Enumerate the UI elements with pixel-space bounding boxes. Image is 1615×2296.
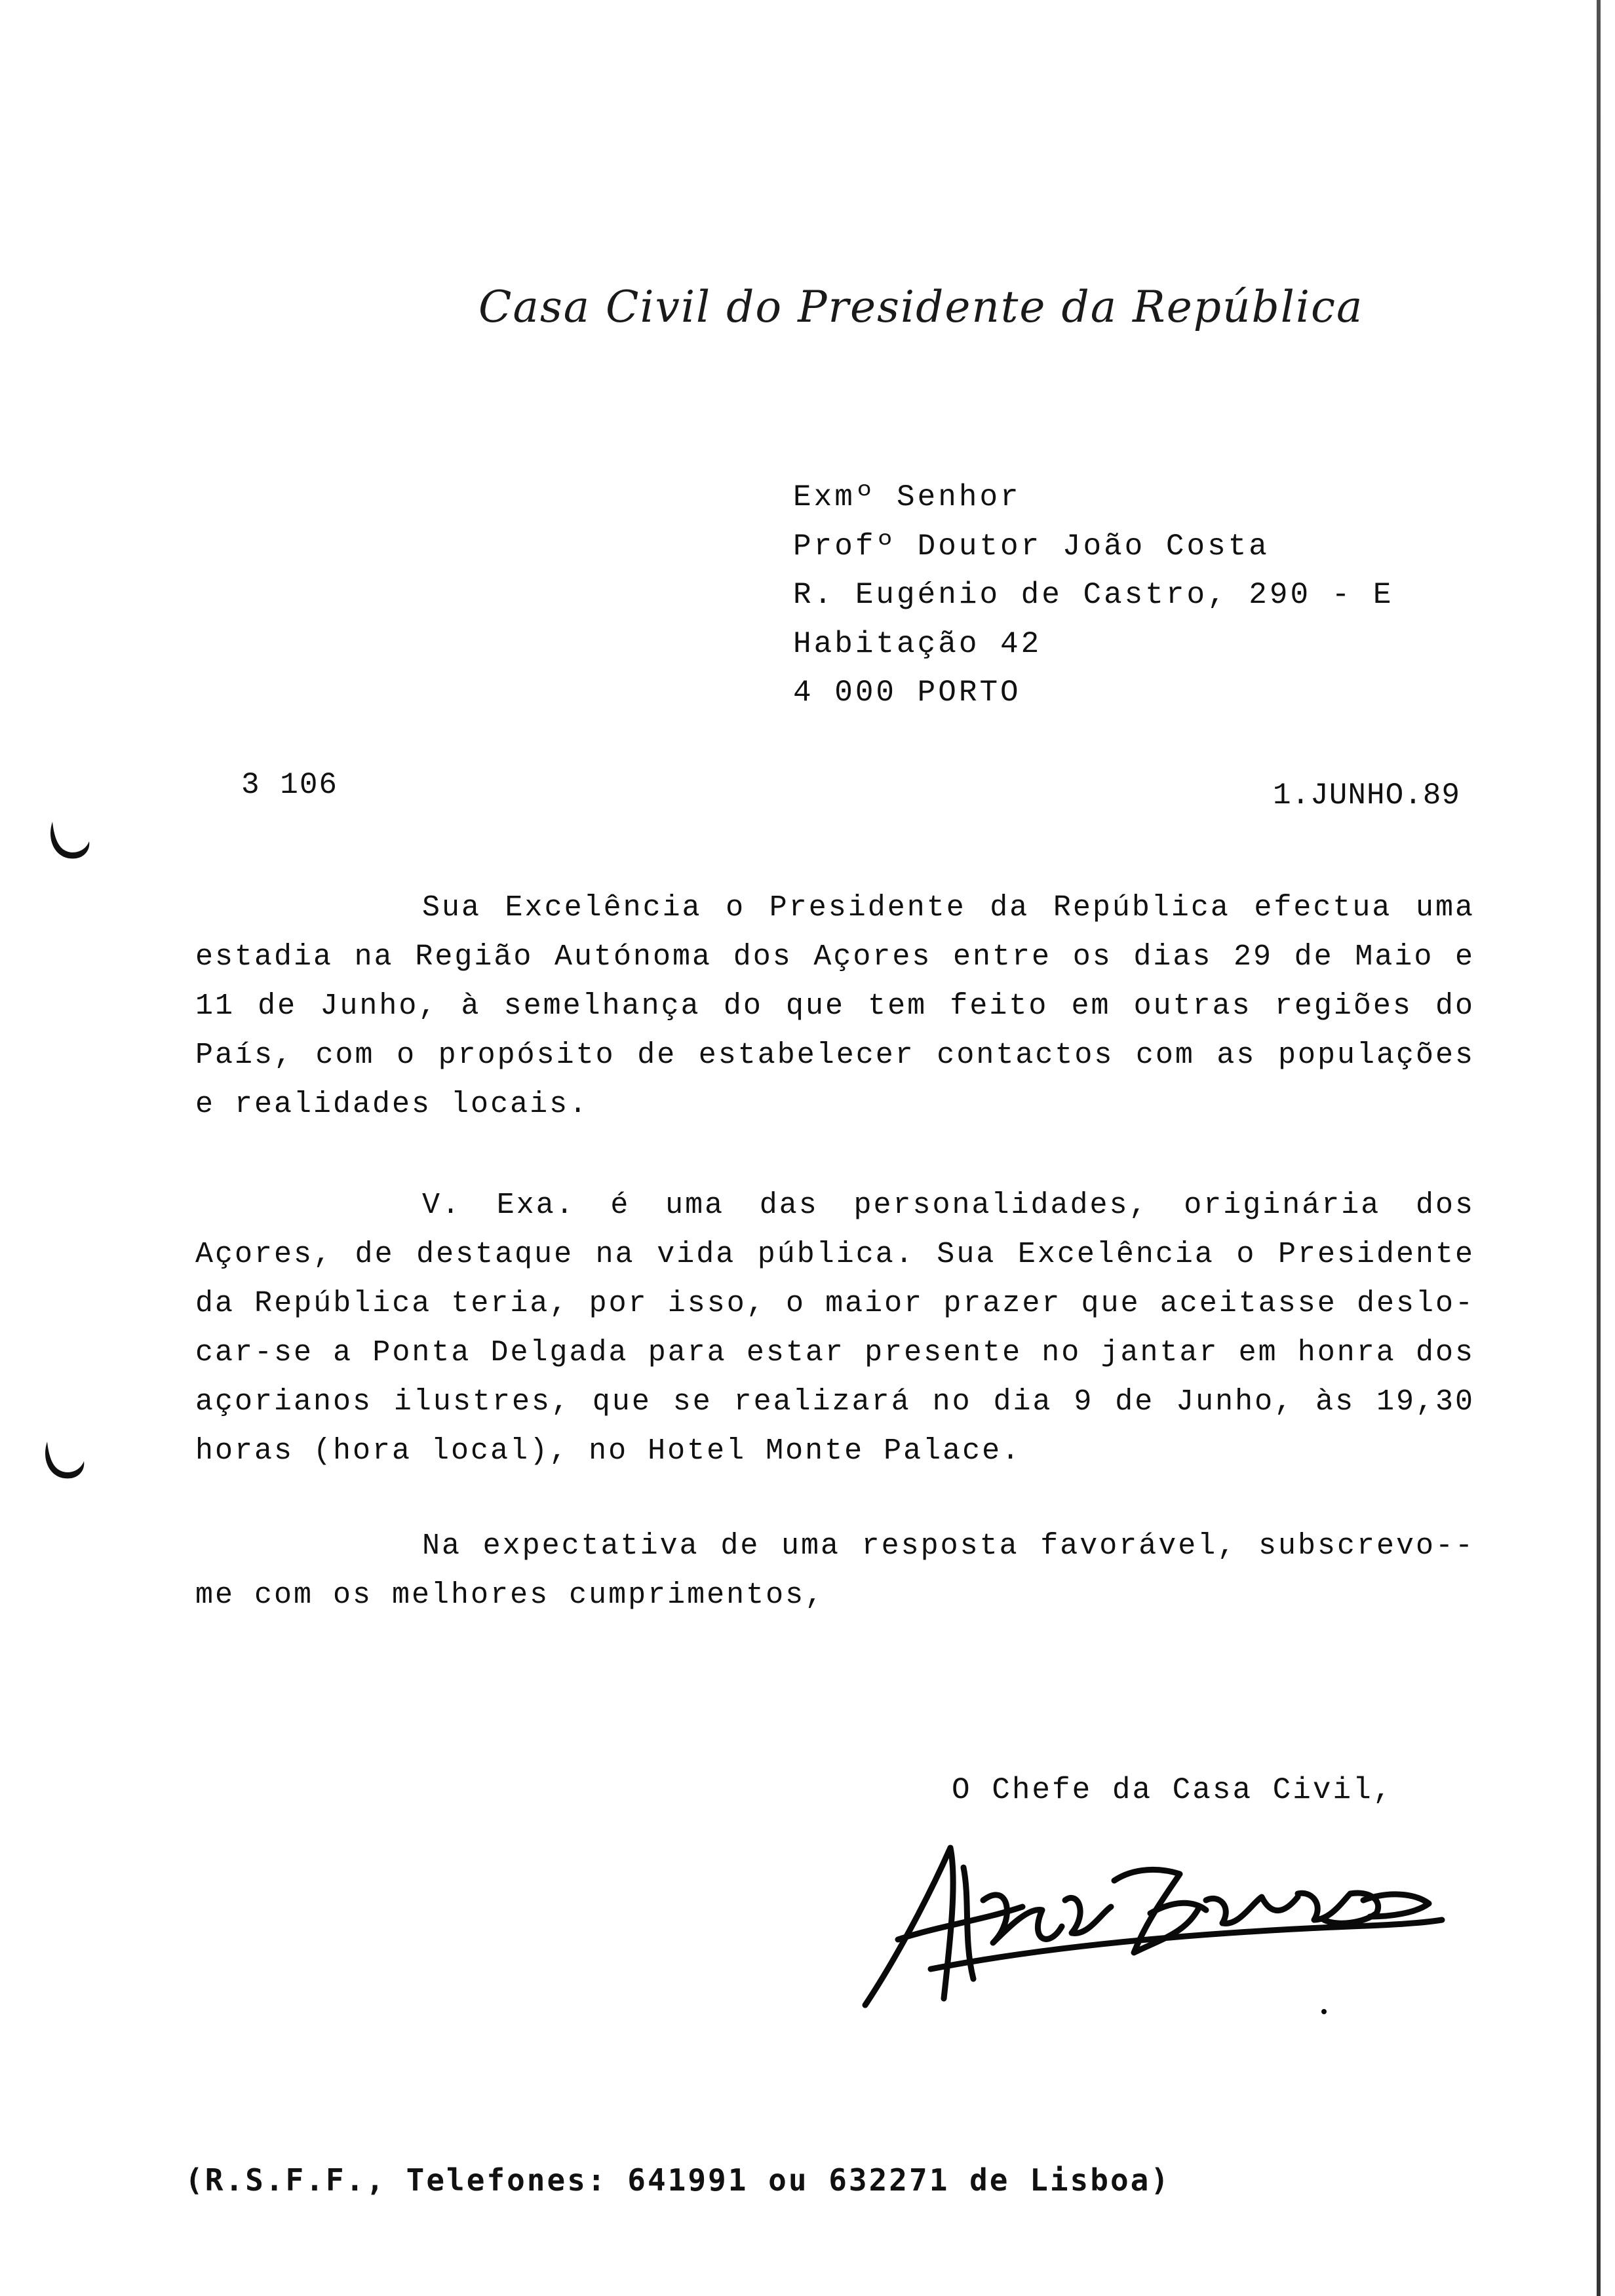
body-paragraph-3 — [195, 1521, 1475, 1620]
recipient-salutation: Exmº Senhor — [793, 480, 1021, 514]
footer-contact: (R.S.F.F., Telefones: 641991 ou 632271 de Lisboa) — [185, 2162, 1171, 2198]
handwritten-signature — [852, 1828, 1455, 2025]
body-paragraph-2 — [195, 1181, 1475, 1476]
paragraph-text: V. Exa. é uma das personalidades, originária dos Açores, de destaque na vida pública. Sua Excelência o Presidente da República teria, por isso, o maior prazer que aceitasse deslo-car-se a Ponta Delgada para estar presente no jantar em honra dos açorianos ilustres, que se realizará no dia 9 de Junho, às 19,30 horas (hora local), no Hotel Monte Palace. — [195, 1189, 1475, 1468]
recipient-city: 4 000 PORTO — [793, 676, 1021, 710]
page-edge-shadow — [1597, 0, 1601, 2296]
body-paragraph-1 — [195, 883, 1475, 1129]
letter-date: 1.JUNHO.89 — [1272, 778, 1460, 813]
recipient-street: R. Eugénio de Castro, 290 - E — [793, 578, 1394, 612]
paragraph-text: Sua Excelência o Presidente da República efectua uma estadia na Região Autónoma dos Açores entre os dias 29 de Maio e 11 de Junho, à semelhança do que tem feito em outras regiões do País, com o propósito de estabelecer contactos com as populações e realidades locais. — [195, 891, 1475, 1121]
recipient-name: Profº Doutor João Costa — [793, 529, 1270, 564]
punch-hole-mark-top — [43, 815, 96, 868]
letterhead: Casa Civil do Presidente da República — [478, 282, 1364, 332]
recipient-address — [793, 473, 1394, 718]
reference-number: 3 106 — [241, 768, 339, 802]
punch-hole-mark-bottom — [38, 1435, 90, 1487]
closing-title: O Chefe da Casa Civil, — [952, 1773, 1393, 1807]
recipient-apartment: Habitação 42 — [793, 626, 1042, 661]
paragraph-text: Na expectativa de uma resposta favorável, subscrevo--me com os melhores cumprimentos, — [195, 1529, 1475, 1612]
